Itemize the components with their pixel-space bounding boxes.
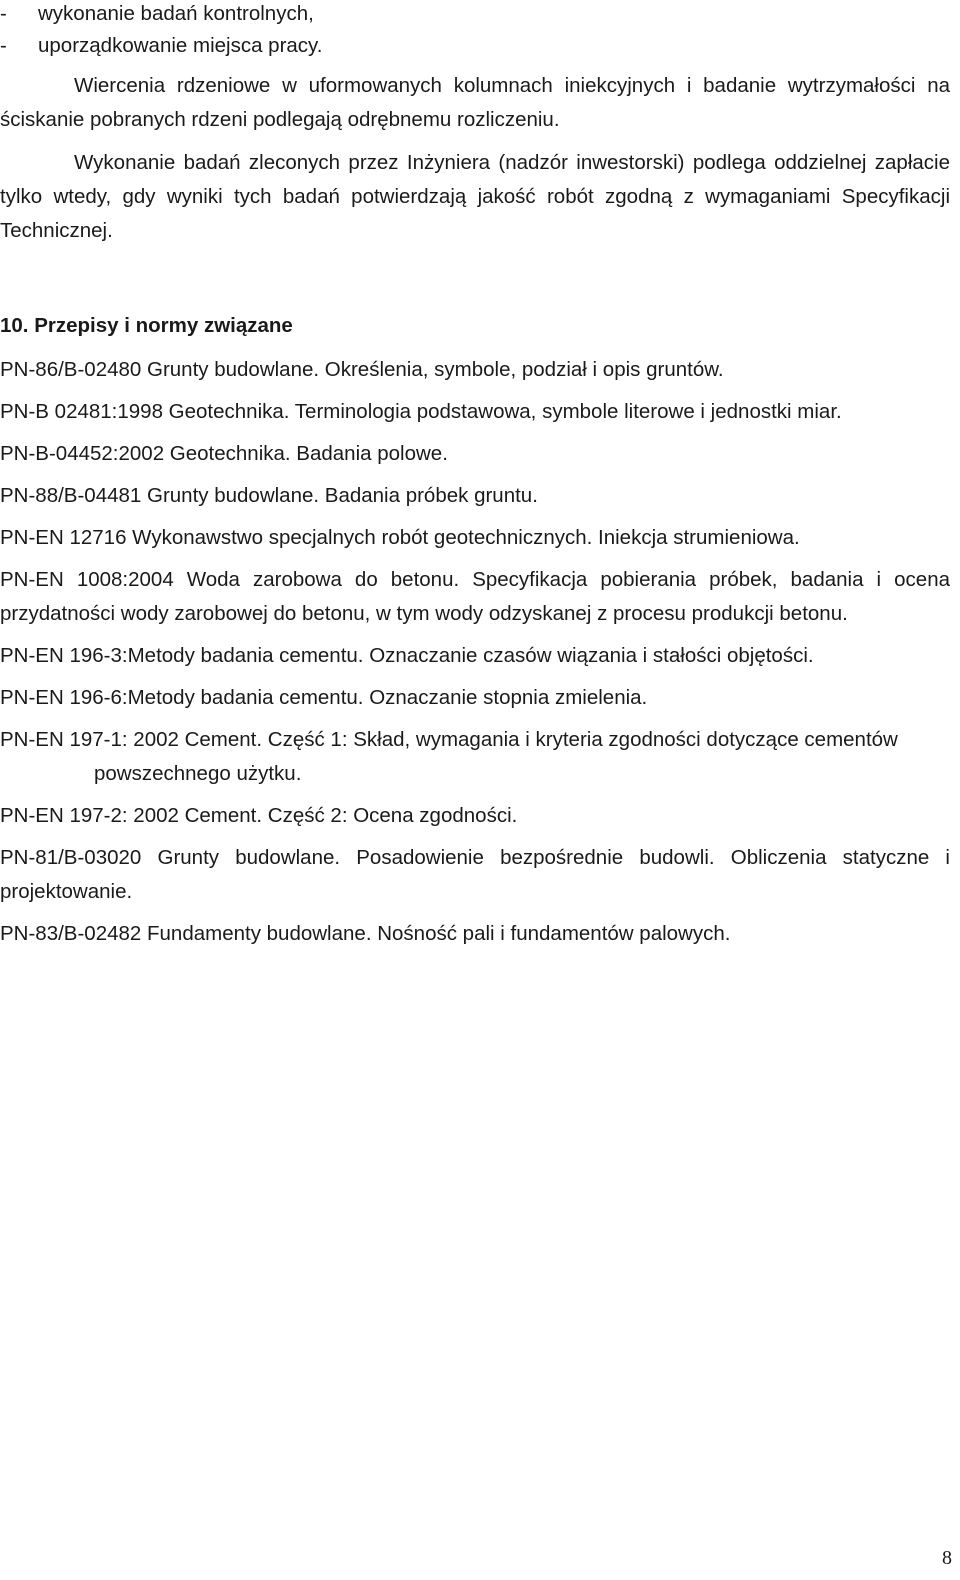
norm-item: PN-81/B-03020 Grunty budowlane. Posadowienie bezpośrednie budowli. Obliczenia statyczne i projektowanie. <box>0 846 950 903</box>
bullet-marker: - <box>0 34 7 57</box>
paragraph-engineer-tests: Wykonanie badań zleconych przez Inżyniera (nadzór inwestorski) podlega oddzielnej zapłacie tylko wtedy, gdy wyniki tych badań potwierdzają jakość robót zgodną z wymaganiami Specyfikacji Technicznej. <box>0 151 950 242</box>
norm-item: PN-EN 197-2: 2002 Cement. Część 2: Ocena zgodności. <box>0 804 518 827</box>
norm-item: PN-88/B-04481 Grunty budowlane. Badania próbek gruntu. <box>0 484 538 507</box>
norms-list <box>0 353 950 959</box>
list-item <box>0 32 950 64</box>
norm-item: PN-83/B-02482 Fundamenty budowlane. Nośność pali i fundamentów palowych. <box>0 922 731 945</box>
norm-item: PN-EN 196-6:Metody badania cementu. Oznaczanie stopnia zmielenia. <box>0 686 648 709</box>
norm-item: PN-EN 1008:2004 Woda zarobowa do betonu. Specyfikacja pobierania próbek, badania i ocena przydatności wody zarobowej do betonu, w tym wody odzyskanej z procesu produkcji betonu. <box>0 568 950 625</box>
norm-item: PN-B-04452:2002 Geotechnika. Badania polowe. <box>0 442 448 465</box>
paragraph-core-drilling: Wiercenia rdzeniowe w uformowanych kolumnach iniekcyjnych i badanie wytrzymałości na ściskanie pobranych rdzeni podlegają odrębnemu rozliczeniu. <box>0 74 950 131</box>
norm-item: PN-B 02481:1998 Geotechnika. Terminologia podstawowa, symbole literowe i jednostki miar. <box>0 400 842 423</box>
list-item-text: uporządkowanie miejsca pracy. <box>38 34 323 57</box>
norm-item: PN-EN 197-1: 2002 Cement. Część 1: Skład, wymagania i kryteria zgodności dotyczące cementów powszechnego użytku. <box>0 728 898 785</box>
norm-item: PN-EN 196-3:Metody badania cementu. Oznaczanie czasów wiązania i stałości objętości. <box>0 644 814 667</box>
list-item <box>0 0 950 32</box>
list-item-text: wykonanie badań kontrolnych, <box>38 2 314 25</box>
section-heading: 10. Przepisy i normy związane <box>0 314 293 337</box>
norm-item: PN-86/B-02480 Grunty budowlane. Określenia, symbole, podział i opis gruntów. <box>0 358 724 381</box>
bullet-list <box>0 0 950 64</box>
bullet-marker: - <box>0 2 7 25</box>
page-number: 8 <box>942 1547 952 1569</box>
norm-item: PN-EN 12716 Wykonawstwo specjalnych robót geotechnicznych. Iniekcja strumieniowa. <box>0 526 800 549</box>
